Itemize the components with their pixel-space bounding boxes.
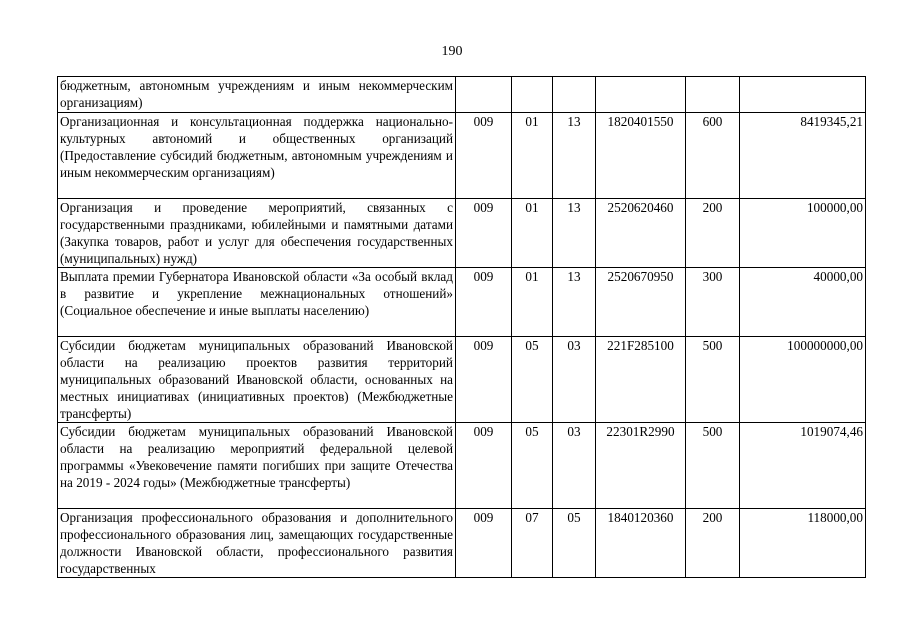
amount: 100000000,00 <box>740 337 866 423</box>
item-name: Субсидии бюджетам муниципальных образований Ивановской области на реализацию мероприятий федеральной целевой программы «Увековечение памяти погибших при защите Отечества на 2019 - 2024 годы» (Межбюджетные трансферты) <box>58 423 456 509</box>
subsection-code <box>553 77 596 113</box>
table-row <box>58 199 866 268</box>
item-name: бюджетным, автономным учреждениям и иным некоммерческим организациям) <box>58 77 456 113</box>
subsection-code: 05 <box>553 509 596 578</box>
budget-table <box>57 76 866 578</box>
item-name: Выплата премии Губернатора Ивановской области «За особый вклад в развитие и укрепление межнациональных отношений» (Социальное обеспечение и иные выплаты населению) <box>58 268 456 337</box>
item-name: Субсидии бюджетам муниципальных образований Ивановской области на реализацию проектов развития территорий муниципальных образований Ивановской области, основанных на местных инициативах (инициативных проектов) (Межбюджетные трансферты) <box>58 337 456 423</box>
admin-code <box>456 77 512 113</box>
section-code: 01 <box>512 113 553 199</box>
expense-type-code: 500 <box>686 423 740 509</box>
table-row <box>58 77 866 113</box>
expense-type-code: 500 <box>686 337 740 423</box>
table-row <box>58 423 866 509</box>
amount: 118000,00 <box>740 509 866 578</box>
subsection-code: 03 <box>553 423 596 509</box>
admin-code: 009 <box>456 337 512 423</box>
admin-code: 009 <box>456 509 512 578</box>
target-code: 2520670950 <box>596 268 686 337</box>
subsection-code: 03 <box>553 337 596 423</box>
amount <box>740 77 866 113</box>
admin-code: 009 <box>456 199 512 268</box>
target-code: 1820401550 <box>596 113 686 199</box>
expense-type-code: 200 <box>686 199 740 268</box>
section-code: 07 <box>512 509 553 578</box>
target-code: 221F285100 <box>596 337 686 423</box>
amount: 100000,00 <box>740 199 866 268</box>
target-code: 1840120360 <box>596 509 686 578</box>
section-code: 01 <box>512 199 553 268</box>
table-row <box>58 337 866 423</box>
expense-type-code: 300 <box>686 268 740 337</box>
section-code: 05 <box>512 423 553 509</box>
amount: 40000,00 <box>740 268 866 337</box>
target-code: 2520620460 <box>596 199 686 268</box>
section-code: 05 <box>512 337 553 423</box>
table-row <box>58 268 866 337</box>
expense-type-code: 600 <box>686 113 740 199</box>
admin-code: 009 <box>456 423 512 509</box>
amount: 8419345,21 <box>740 113 866 199</box>
section-code <box>512 77 553 113</box>
section-code: 01 <box>512 268 553 337</box>
target-code: 22301R2990 <box>596 423 686 509</box>
subsection-code: 13 <box>553 268 596 337</box>
admin-code: 009 <box>456 113 512 199</box>
page-number: 190 <box>441 44 463 59</box>
amount: 1019074,46 <box>740 423 866 509</box>
admin-code: 009 <box>456 268 512 337</box>
item-name: Организационная и консультационная поддержка национально-культурных автономий и общественных организаций (Предоставление субсидий бюджетным, автономным учреждениям и иным некоммерческим организациям) <box>58 113 456 199</box>
item-name: Организация и проведение мероприятий, связанных с государственными праздниками, юбилейными и памятными датами (Закупка товаров, работ и услуг для обеспечения государственных (муниципальных) нужд) <box>58 199 456 268</box>
table-row <box>58 509 866 578</box>
expense-type-code: 200 <box>686 509 740 578</box>
expense-type-code <box>686 77 740 113</box>
table-row <box>58 113 866 199</box>
target-code <box>596 77 686 113</box>
item-name: Организация профессионального образования и дополнительного профессионального образования лиц, замещающих государственные должности Ивановской области, профессионального развития государственных <box>58 509 456 578</box>
subsection-code: 13 <box>553 199 596 268</box>
subsection-code: 13 <box>553 113 596 199</box>
